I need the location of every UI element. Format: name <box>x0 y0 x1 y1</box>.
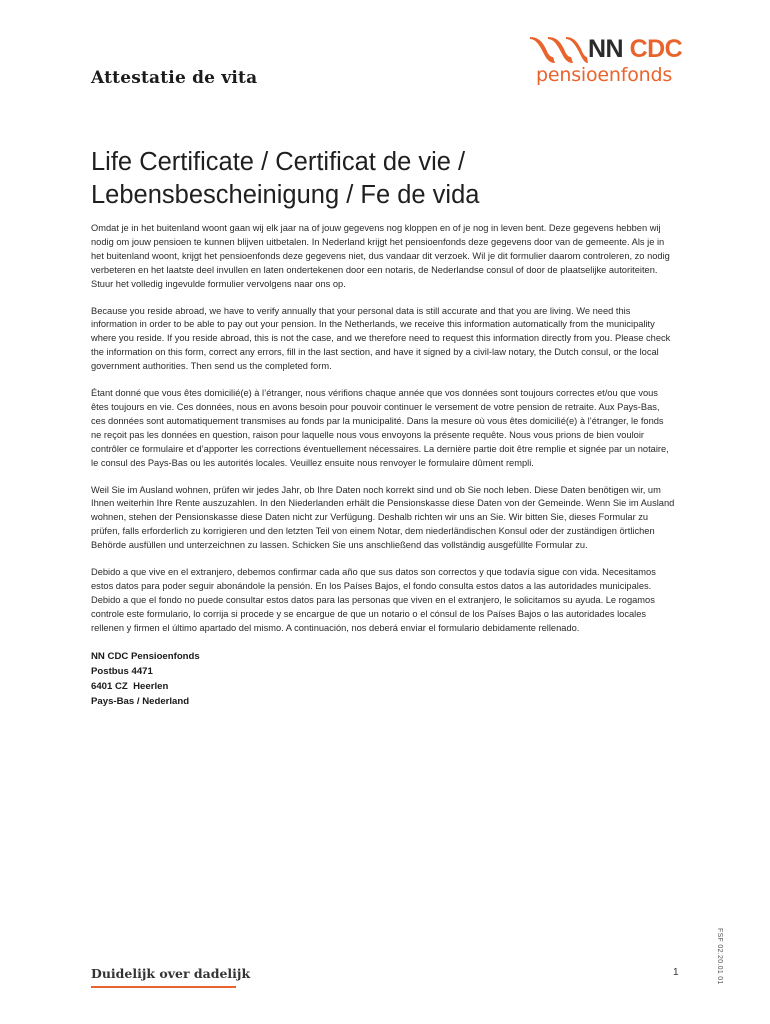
document-body <box>91 222 676 710</box>
logo-brand-text <box>588 34 682 64</box>
footer-slogan: Duidelijk over dadelijk <box>91 966 251 981</box>
address-line-4: Pays-Bas / Nederland <box>91 696 190 708</box>
nn-cdc-pensioenfonds-logo <box>528 34 688 92</box>
footer-accent-line <box>91 986 236 988</box>
logo-brand-cdc: CDC <box>629 35 683 63</box>
address-line-2: Postbus 4471 <box>91 665 153 677</box>
paragraph-spanish: Debido a que vive en el extranjero, debemos confirmar cada año que sus datos son correctos y que todavía sigue con vida. Necesitamos estos datos para poder seguir abonándole la pensión. En los Países Bajos, el fondo consulta estos datos a las autoridades municipales. Debido a que el fondo no puede consultar estos datos para las personas que viven en el extranjero, le solicitamos su ayuda. Le rogamos controle este formulario, lo corrija si procede y se encargue de que un notario o el cónsul de los Países Bajos o las autoridades locales rellenen y firmen el último apartado del mismo. A continuación, nos deberá enviar el formulario debidamente rellenado. <box>91 567 656 633</box>
return-address <box>91 649 676 710</box>
paragraph-dutch: Omdat je in het buitenland woont gaan wij elk jaar na of jouw gegevens nog kloppen en of je nog in leven bent. Deze gegevens hebben wij nodig om jouw pensioen te kunnen blijven uitbetalen. In Nederland krijgt het pensioenfonds deze gegevens door van de gemeente. Als je in het buitenland woont, krijgt het pensioenfonds deze gegevens niet, dus vandaar dit verzoek. Wil je dit formulier daarom controleren, zo nodig verbeteren en het laatste deel invullen en laten ondertekenen door een notaris, de Nederlandse consul of door de plaatselijke autoriteiten. Stuur het volledig ingevulde formulier vervolgens naar ons op. <box>91 223 670 289</box>
document-title-line-2: Lebensbescheinigung / Fe de vida <box>91 181 480 209</box>
paragraph-english: Because you reside abroad, we have to verify annually that your personal data is still accurate and that you are living. We need this information in order to be able to pay out your pension. In the Netherlands, we receive this information automatically from the municipality where you reside. If you reside abroad, this is not the case, and we therefore need to request this information directly from you. Please check the information on this form, correct any errors, fill in the last section, and have it signed by a civil-law notary, the Dutch consul, or the local government authorities. Then send us the completed form. <box>91 305 671 372</box>
address-line-3: 6401 CZ Heerlen <box>91 681 169 693</box>
document-header-title: Attestatie de vita <box>91 68 258 88</box>
form-reference-code: FSF 02.20.01 01 <box>716 928 723 985</box>
paragraph-french: Étant donné que vous êtes domicilié(e) à l’étranger, nous vérifions chaque année que vos données sont toujours correctes et/ou que vous êtes toujours en vie. Ces données, nous en avons besoin pour pouvoir continuer le versement de votre pension de retraite. Aux Pays-Bas, ces données sont automatiquement transmises au fonds par la municipalité. Dans la mesure où vous êtes domicilié(e) à l’étranger, le fonds ne reçoit pas les données en question, raison pour laquelle nous vous envoyons la présente requête. Nous vous prions de bien vouloir contrôler ce formulaire et d’apporter les corrections éventuellement nécessaires. La dernière partie doit être remplie et signée par un notaire, le consul des Pays-Bas ou les autorités locales. Veuillez ensuite nous renvoyer le formulaire dûment rempli. <box>91 388 669 468</box>
document-title-line-1: Life Certificate / Certificat de vie / <box>91 148 466 176</box>
logo-brand-nn: NN <box>588 35 624 63</box>
paragraph-german: Weil Sie im Ausland wohnen, prüfen wir jedes Jahr, ob Ihre Daten noch korrekt sind und ob Sie noch leben. Diese Daten benötigen wir, um Ihnen weiterhin Ihre Rente auszuzahlen. In den Niederlanden erhält die Pensionskasse diese Daten von der Gemeinde. Wenn Sie im Ausland wohnen, stehen der Pensionskasse diese Daten nicht zur Verfügung. Deshalb richten wir uns an Sie. Wir bitten Sie, dieses Formular zu prüfen, falls erforderlich zu korrigieren und den letzten Teil von einem Notar, dem niederländischen Konsul oder der zuständigen örtlichen Behörde ausfüllen und unterzeichnen zu lassen. Schicken Sie uns anschließend das vollständig ausgefüllte Formular zu. <box>91 484 675 551</box>
page-number: 1 <box>673 967 679 978</box>
logo-subtitle: pensioenfonds <box>536 64 673 86</box>
document-title <box>91 146 691 212</box>
nn-orange-wave-logo-icon <box>528 36 592 66</box>
address-line-1: NN CDC Pensioenfonds <box>91 650 200 662</box>
